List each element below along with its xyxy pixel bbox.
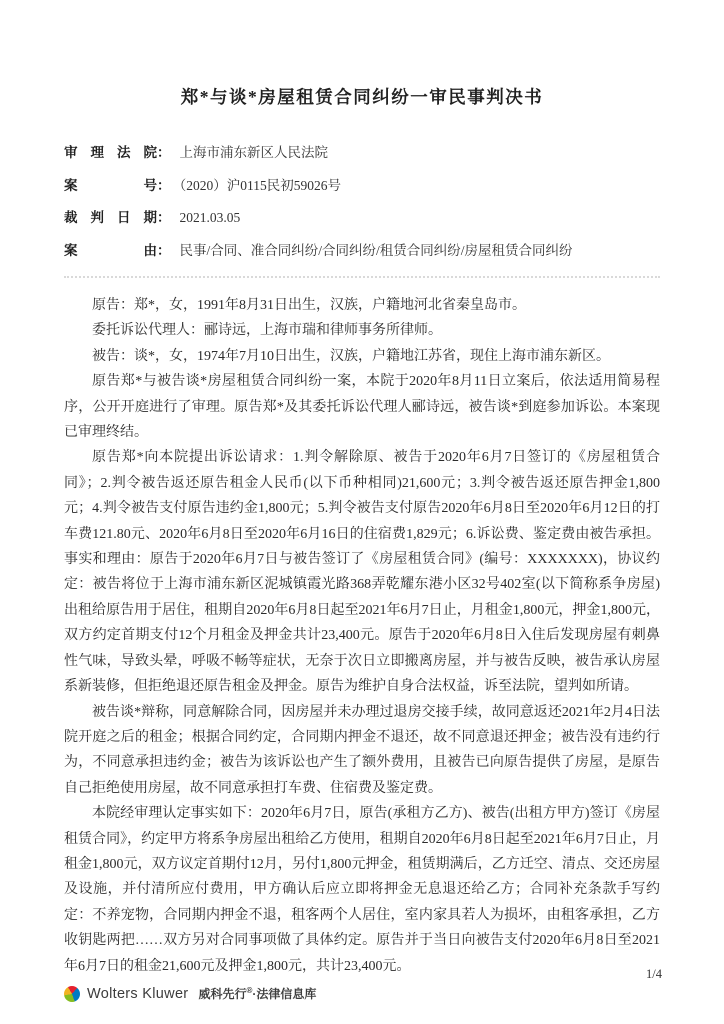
metadata-value-court: 上海市浦东新区人民法院 [179,145,328,160]
metadata-colon: ： [157,242,171,258]
registered-trademark-symbol: ® [246,986,253,995]
metadata-label: 审理法院 [64,145,157,160]
metadata-colon: ： [157,177,171,193]
metadata-value-case-number: （2020）沪0115民初59026号 [179,177,341,193]
paragraph-defendant: 被告：谈*，女，1974年7月10日出生，汉族，户籍地江苏省，现住上海市浦东新区。 [92,348,610,364]
paragraph-defendant-defense: 被告谈*辩称，同意解除合同，因房屋并未办理过退房交接手续，故同意返还2021年2月4日法院开庭之后的租金；根据合同约定，合同期内押金不退还，故不同意退还押金；被告没有违约行为，不同意承担违约金；被告为该诉讼也产生了额外费用，且被告已向原告提供了房屋，是原告自己拒绝使用房屋，故不同意承担打车费、住宿费及鉴定费。 [64,704,660,796]
metadata-colon: ： [157,145,171,160]
metadata-row-judgment-date [64,202,660,235]
paragraph-case-filing: 原告郑*与被告谈*房屋租赁合同纠纷一案，本院于2020年8月11日立案后，依法适用简易程序，公开开庭进行了审理。原告郑*及其委托诉讼代理人郦诗远，被告谈*到庭参加诉讼。本案现已审理终结。 [64,374,660,441]
product-suffix: ·法律信息库 [252,987,317,1001]
wolters-kluwer-wordmark: Wolters Kluwer [87,985,189,1002]
paragraph-plaintiff: 原告：郑*，女，1991年8月31日出生，汉族，户籍地河北省秦皇岛市。 [92,298,526,313]
paragraph-court-findings: 本院经审理认定事实如下：2020年6月7日，原告(承租方乙方)、被告(出租方甲方)签订《房屋租赁合同》，约定甲方将系争房屋出租给乙方使用，租期自2020年6月8日起至2021年6月7日止，月租金1,800元，双方议定首期付12月，另付1,800元押金，租赁期满后，乙方迁空、清点、交还房屋及设施，并付清所应付费用，甲方确认后应立即将押金无息退还给乙方；合同补充条款手写约定：不养宠物，合同期内押金不退，租客两个人居住，室内家具若人为损坏，由租客承担，乙方收钥匙两把……双方另对合同事项做了具体约定。原告并于当日向被告支付2020年6月8日至2021年6月7日的租金21,600元及押金1,800元，共计23,400元。 [64,806,660,974]
product-name-label [198,985,316,1002]
judgment-body [64,293,660,979]
metadata-row-cause-of-action [64,235,660,268]
dotted-divider [64,276,660,278]
metadata-label: 裁判日期 [64,210,157,225]
paragraph-plaintiff-agent: 委托诉讼代理人：郦诗远，上海市瑞和律师事务所律师。 [92,323,442,339]
metadata-value-judgment-date: 2021.03.05 [179,210,241,225]
metadata-row-case-number [64,170,660,203]
metadata-value-cause-of-action: 民事/合同、准合同纠纷/合同纠纷/租赁合同纠纷/房屋租赁合同纠纷 [179,242,573,258]
paragraph-plaintiff-claims: 原告郑*向本院提出诉讼请求：1.判令解除原、被告于2020年6月7日签订的《房屋租赁合同》；2.判令被告返还原告租金人民币(以下币种相同)21,600元；3.判令被告返还原告押金1,800元；4.判令被告支付原告违约金1,800元；5.判令被告支付原告2020年6月8日至2020年6月12日的打车费121.80元、2020年6月8日至2020年6月16日的住宿费1,829元；6.诉讼费、鉴定费由被告承担。事实和理由：原告于2020年6月7日与被告签订了《房屋租赁合同》(编号：XXXXXXX)，协议约定：被告将位于上海市浦东新区泥城镇霞光路368弄乾耀东港小区32号402室(以下简称系争房屋)出租给原告用于居住，租期自2020年6月8日起至2021年6月7日止，月租金1,800元，押金1,800元，双方约定首期支付12个月租金及押金共计23,400元。原告于2020年6月8日入住后发现房屋有刺鼻性气味，导致头晕，呼吸不畅等症状，无奈于次日立即搬离房屋，并与被告反映，被告承认房屋系新装修，但拒绝退还原告租金及押金。原告为维护自身合法权益，诉至法院，望判如所请。 [64,450,660,695]
metadata-label: 案号 [64,177,157,193]
metadata-label: 案由 [64,242,157,258]
product-name: 威科先行 [198,987,247,1001]
document-title: 郑*与谈*房屋租赁合同纠纷一审民事判决书 [180,87,544,107]
metadata-colon: ： [157,210,171,225]
wolters-kluwer-logo-icon [64,986,80,1002]
metadata-section [64,137,660,267]
metadata-row-court [64,137,660,170]
footer-brand-bar [64,985,316,1002]
page-number: 1/4 [646,967,662,981]
